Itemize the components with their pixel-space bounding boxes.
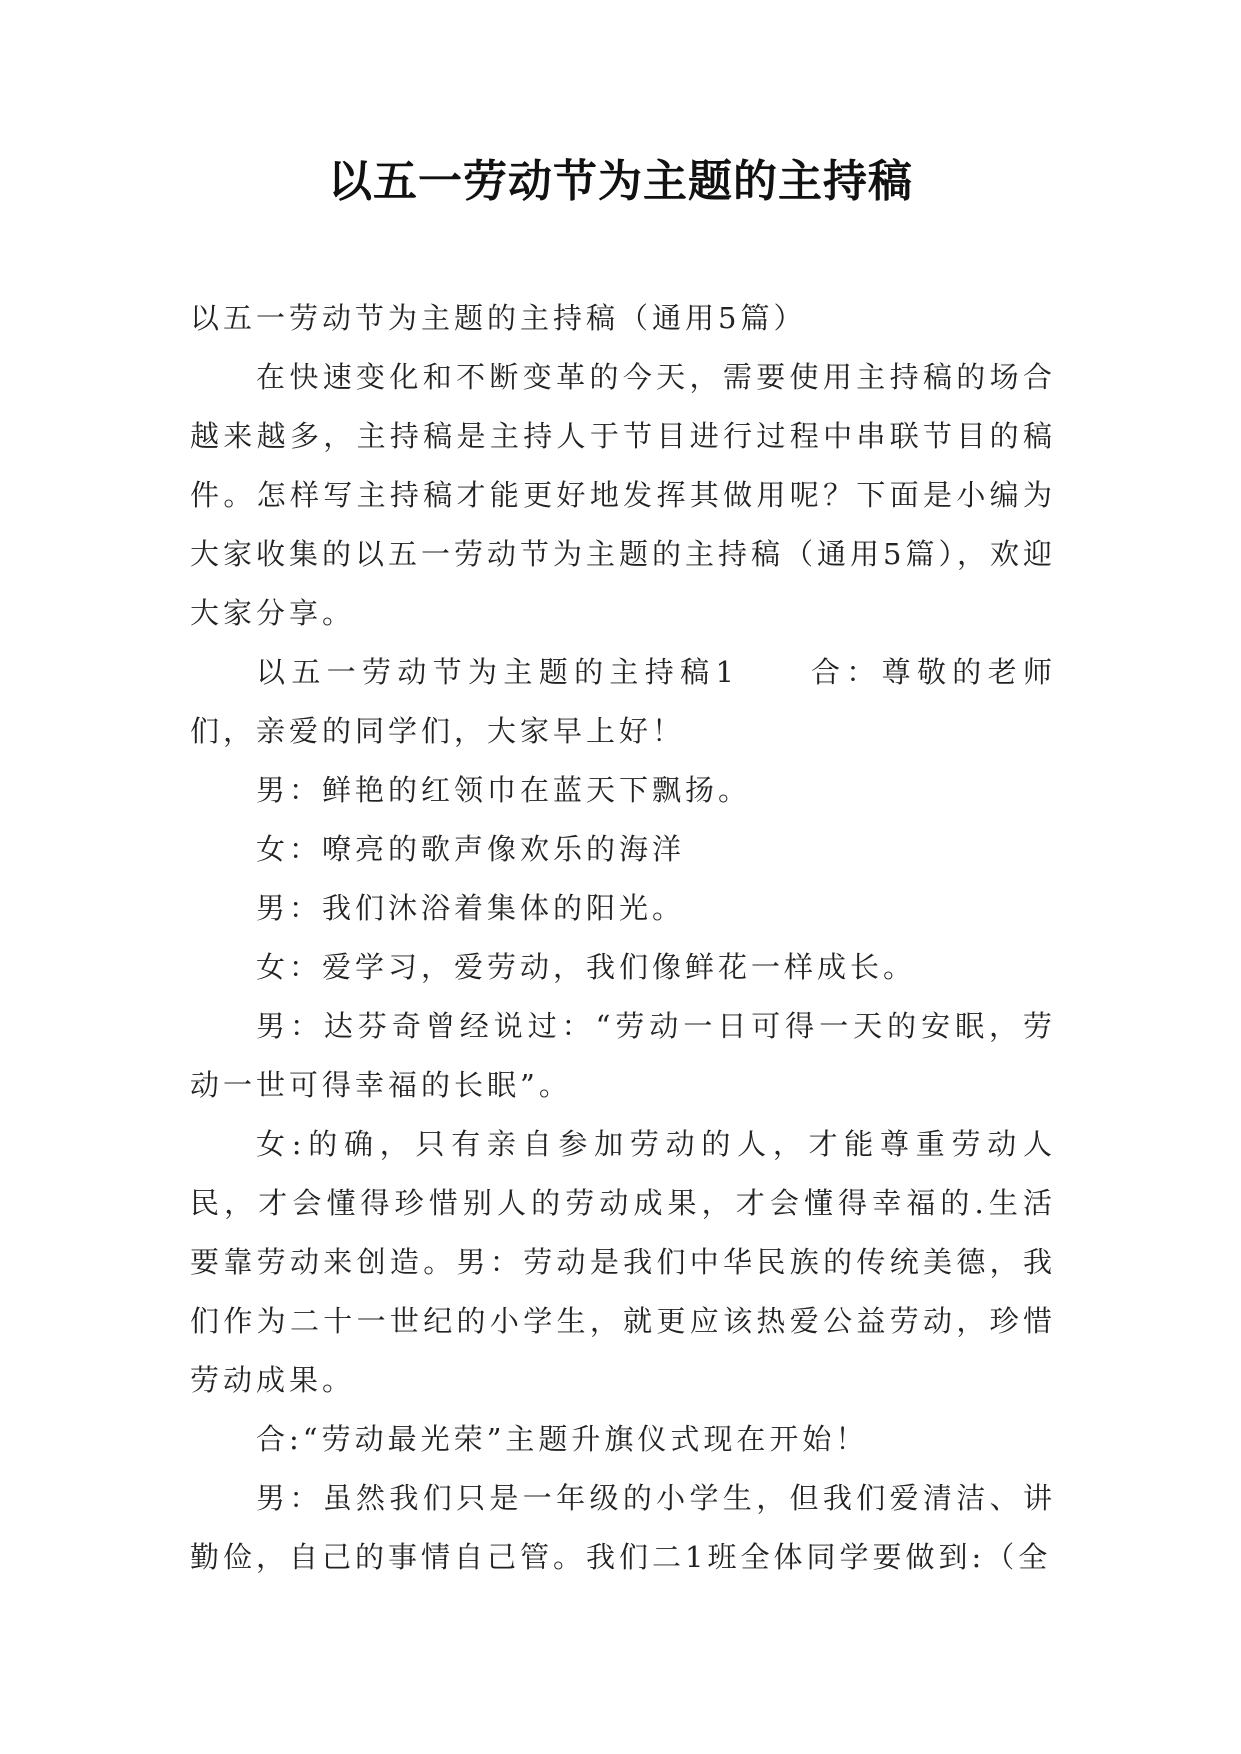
document-title: 以五一劳动节为主题的主持稿 [328,156,913,207]
paragraph-subtitle: 以五一劳动节为主题的主持稿（通用5篇） [190,301,807,335]
paragraph-dialogue-line: 男：我们沐浴着集体的阳光。 [256,891,686,925]
paragraph-opening: 以五一劳动节为主题的主持稿1 合：尊敬的老师们，亲爱的同学们，大家早上好！ [190,655,1056,748]
paragraph-dialogue-line: 男：鲜艳的红领巾在蓝天下飘扬。 [256,773,752,807]
paragraph-dialogue-line: 女：爱学习，爱劳动，我们像鲜花一样成长。 [256,950,917,984]
paragraph-dialogue-line: 合:“劳动最光荣”主题升旗仪式现在开始！ [256,1422,869,1456]
paragraph-dialogue-line: 男：虽然我们只是一年级的小学生，但我们爱清洁、讲勤俭，自己的事情自己管。我们二1班全体同学要做到:（全 [190,1481,1056,1574]
paragraph-dialogue-line: 男：达芬奇曾经说过：“劳动一日可得一天的安眠，劳动一世可得幸福的长眠”。 [190,1009,1056,1102]
paragraph-intro: 在快速变化和不断变革的今天，需要使用主持稿的场合越来越多，主持稿是主持人于节目进行过程中串联节目的稿件。怎样写主持稿才能更好地发挥其做用呢？下面是小编为大家收集的以五一劳动节为主题的主持稿（通用5篇），欢迎大家分享。 [190,360,1056,630]
paragraph-dialogue-line: 女：嘹亮的歌声像欢乐的海洋 [256,832,686,866]
paragraph-dialogue-line: 女:的确，只有亲自参加劳动的人，才能尊重劳动人民，才会懂得珍惜别人的劳动成果，才会懂得幸福的.生活要靠劳动来创造。男：劳动是我们中华民族的传统美德，我们作为二十一世纪的小学生，就更应该热爱公益劳动，珍惜劳动成果。 [190,1127,1056,1397]
document-body [190,289,1056,1587]
